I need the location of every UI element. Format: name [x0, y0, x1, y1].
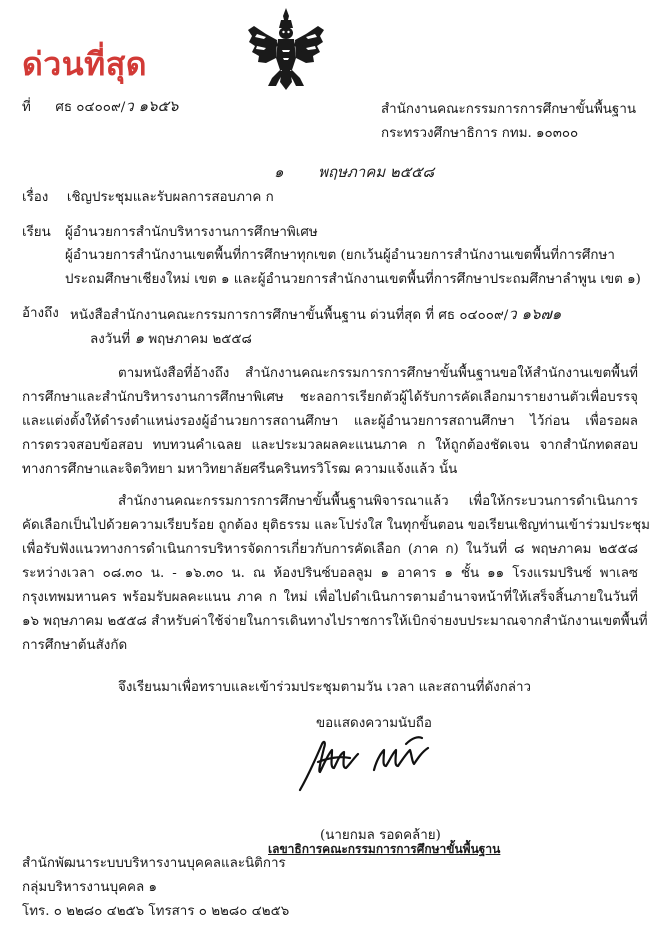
body-paragraph-1-line-4: การตรวจสอบข้อสอบ ทบทวนคำเฉลย และประมวลผลคะแนนภาค ก ให้ถูกต้องชัดเจน จากสำนักทดสอบ — [22, 438, 638, 453]
sender-address: กระทรวงศึกษาธิการ กทม. ๑๐๓๐๐ — [381, 126, 579, 141]
closing-paragraph: จึงเรียนมาเพื่อทราบและเข้าร่วมประชุมตามวัน เวลา และสถานที่ดังกล่าว — [118, 680, 532, 695]
contact-phone: โทร. ๐ ๒๒๘๐ ๔๒๕๖ โทรสาร ๐ ๒๒๘๐ ๔๒๕๖ — [22, 904, 290, 919]
subject-label: เรื่อง — [22, 190, 49, 205]
reference-line-1 — [70, 302, 561, 328]
signatory-name: (นายกมล รอดคล้าย) — [320, 828, 441, 843]
reference-label: อ้างถึง — [22, 306, 59, 321]
complimentary-close: ขอแสดงความนับถือ — [316, 716, 432, 731]
reference-date: พฤษภาคม ๒๕๕๘ — [148, 332, 252, 347]
body-paragraph-1-line-3: และแต่งตั้งให้ดำรงตำแหน่งรองผู้อำนวยการสถานศึกษา และผู้อำนวยการสถานศึกษา ไว้ก่อน เพื่อรอผล — [22, 414, 638, 429]
body-paragraph-2-line-6: ๑๖ พฤษภาคม ๒๕๕๘ สำหรับค่าใช้จ่ายในการเดินทางไปราชการให้เบิกจ่ายงบประมาณจากสำนักงานเขตพื้นที่ — [22, 614, 648, 629]
document-number-prefix: ศธ ๐๔๐๐๙/ — [55, 100, 126, 115]
recipient-label: เรียน — [22, 225, 51, 240]
reference-text: หนังสือสำนักงานคณะกรรมการการศึกษาขั้นพื้นฐาน ด่วนที่สุด ที่ ศธ ๐๔๐๐๙/ — [70, 308, 509, 323]
subject-line — [22, 186, 274, 210]
document-number-handwritten: ว ๑๖๕๖ — [125, 97, 179, 115]
signatory-title: เลขาธิการคณะกรรมการการศึกษาขั้นพื้นฐาน — [268, 842, 501, 856]
sender-office: สำนักงานคณะกรรมการการศึกษาขั้นพื้นฐาน — [381, 102, 636, 117]
body-paragraph-2-line-7: การศึกษาต้นสังกัด — [22, 638, 128, 653]
recipient-line-3: ประถมศึกษาเชียงใหม่ เขต ๑ และผู้อำนวยการสำนักงานเขตพื้นที่การศึกษาประถมศึกษาลำพูน เขต ๑) — [65, 272, 641, 287]
body-paragraph-2-line-4: ระหว่างเวลา ๐๘.๓๐ น. - ๑๖.๓๐ น. ณ ห้องปรินซ์บอลลูม ๑ อาคาร ๑ ชั้น ๑๑ โรงแรมปรินซ์ พาเลซ — [22, 566, 638, 581]
contact-group: กลุ่มบริหารงานบุคคล ๑ — [22, 880, 157, 895]
recipient-line-2: ผู้อำนวยการสำนักงานเขตพื้นที่การศึกษาทุกเขต (ยกเว้นผู้อำนวยการสำนักงานเขตพื้นที่การศึกษา — [65, 248, 615, 263]
date-month-year: พฤษภาคม ๒๕๕๘ — [318, 163, 435, 181]
reference-date-prefix: ลงวันที่ — [90, 332, 131, 347]
urgency-stamp: ด่วนที่สุด — [22, 45, 148, 83]
garuda-emblem-icon — [246, 6, 326, 92]
contact-office: สำนักพัฒนาระบบบริหารงานบุคคลและนิติการ — [22, 856, 286, 871]
body-paragraph-1-line-1: ตามหนังสือที่อ้างถึง สำนักงานคณะกรรมการการศึกษาขั้นพื้นฐานขอให้สำนักงานเขตพื้นที่ — [118, 366, 638, 381]
document-date — [274, 160, 434, 186]
reference-number-handwritten: ว ๑๖๗๑ — [508, 305, 562, 323]
body-paragraph-2-line-5: กรุงเทพมหานคร พร้อมรับผลคะแนน ภาค ก ใหม่ เพื่อไปดำเนินการตามอำนาจหน้าที่ให้เสร็จสิ้นภายในวันที่ — [22, 590, 638, 605]
date-day-handwritten: ๑ — [274, 163, 284, 181]
document-number — [22, 94, 178, 120]
reference-line-2 — [90, 326, 252, 352]
body-paragraph-2-line-2: คัดเลือกเป็นไปด้วยความเรียบร้อย ถูกต้อง ยุติธรรม และโปร่งใส ในทุกขั้นตอน ขอเรียนเชิญท่านเข้าร่วมประชุม — [22, 518, 650, 533]
body-paragraph-1-line-5: ทางการศึกษาและจิตวิทยา มหาวิทยาลัยศรีนครินทรวิโรฒ ความแจ้งแล้ว นั้น — [22, 462, 458, 477]
reference-day-handwritten: ๑ — [134, 329, 145, 347]
signature-image — [288, 728, 438, 798]
body-paragraph-2-line-3: เพื่อรับฟังแนวทางการดำเนินการบริหารจัดการเกี่ยวกับการคัดเลือก (ภาค ก) ในวันที่ ๘ พฤษภาคม ๒๕๕๘ — [22, 542, 638, 557]
body-paragraph-2-line-1: สำนักงานคณะกรรมการการศึกษาขั้นพื้นฐานพิจารณาแล้ว เพื่อให้กระบวนการดำเนินการ — [118, 494, 638, 509]
document-number-label: ที่ — [22, 100, 31, 115]
body-paragraph-1-line-2: การศึกษาและสำนักบริหารงานการศึกษาพิเศษ ชะลอการเรียกตัวผู้ได้รับการคัดเลือกมารายงานตัวเพื่อบรรจุ — [22, 390, 638, 405]
subject-text: เชิญประชุมและรับผลการสอบภาค ก — [66, 190, 274, 205]
recipient-line-1: ผู้อำนวยการสำนักบริหารงานการศึกษาพิเศษ — [65, 225, 318, 240]
